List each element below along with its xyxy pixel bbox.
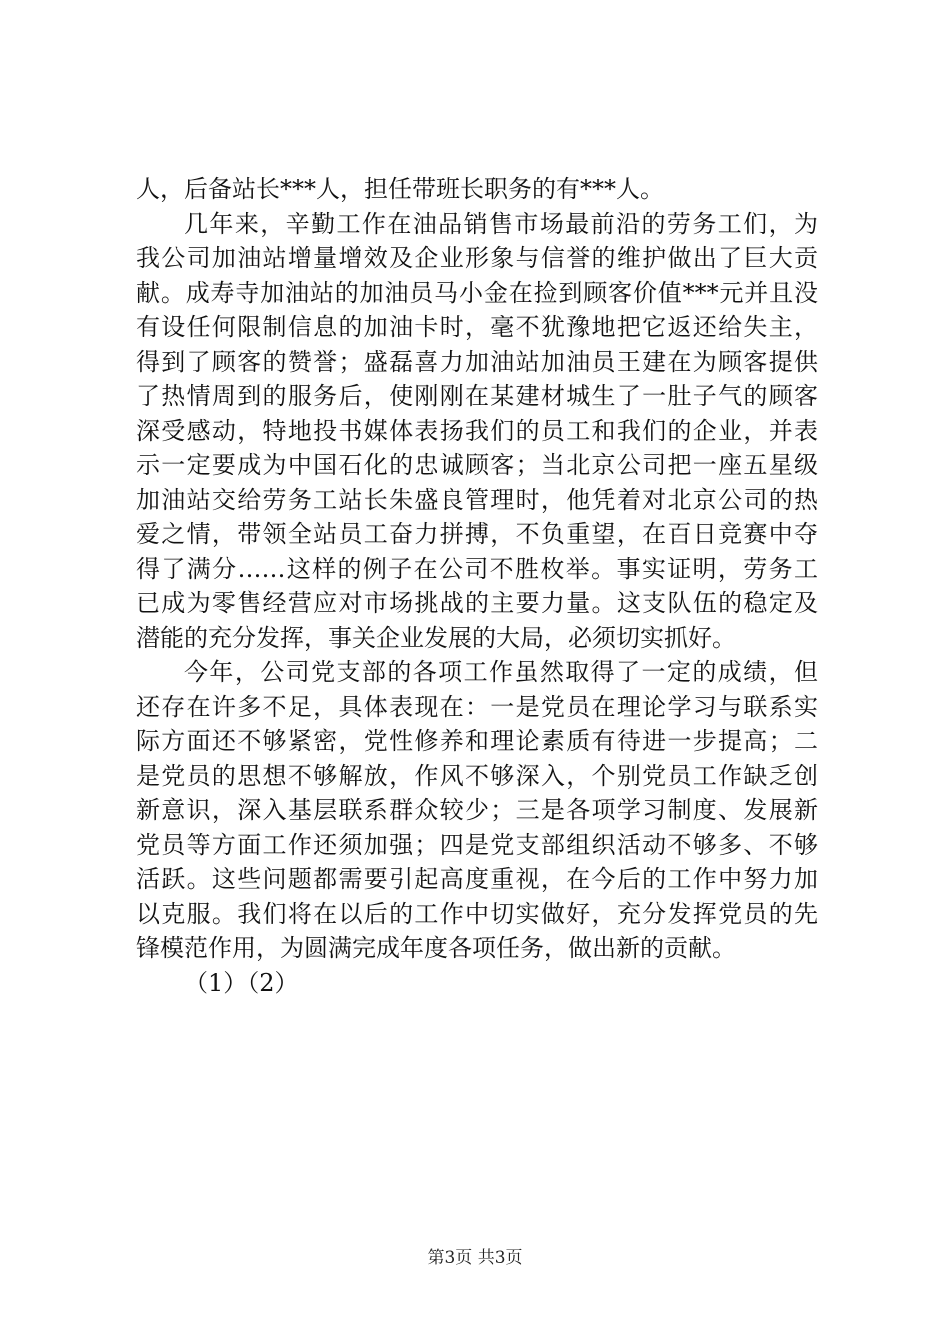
text-line: 我公司加油站增量增效及企业形象与信誉的维护做出了巨大贡 bbox=[136, 244, 818, 272]
text-line: 活跃。这些问题都需要引起高度重视，在今后的工作中努力加 bbox=[136, 865, 818, 893]
text-line: 了热情周到的服务后，使刚刚在某建材城生了一肚子气的顾客 bbox=[136, 382, 818, 410]
text-line: 有设任何限制信息的加油卡时，毫不犹豫地把它返还给失主， bbox=[136, 313, 818, 341]
text-line: 新意识，深入基层联系群众较少；三是各项学习制度、发展新 bbox=[136, 796, 818, 824]
text-line: 锋模范作用，为圆满完成年度各项任务，做出新的贡献。 bbox=[136, 934, 736, 962]
page-number-footer: 第3页 共3页 bbox=[427, 1248, 523, 1268]
document-body bbox=[136, 172, 818, 1000]
text-line: 潜能的充分发挥，事关企业发展的大局，必须切实抓好。 bbox=[136, 623, 736, 652]
text-line: 以克服。我们将在以后的工作中切实做好，充分发挥党员的先 bbox=[136, 899, 818, 928]
text-line: 示一定要成为中国石化的忠诚顾客；当北京公司把一座五星级 bbox=[136, 451, 818, 479]
text-line: 献。成寿寺加油站的加油员马小金在捡到顾客价值***元并且没 bbox=[136, 278, 818, 307]
paragraph-start-line: 几年来，辛勤工作在油品销售市场最前沿的劳务工们，为 bbox=[184, 209, 818, 238]
text-line: 党员等方面工作还须加强；四是党支部组织活动不够多、不够 bbox=[136, 830, 818, 859]
list-markers-line: （1）（2） bbox=[184, 968, 299, 997]
text-line: 深受感动，特地投书媒体表扬我们的员工和我们的企业，并表 bbox=[136, 416, 818, 445]
text-line: 得到了顾客的赞誉；盛磊喜力加油站加油员王建在为顾客提供 bbox=[136, 347, 818, 376]
text-line: 是党员的思想不够解放，作风不够深入，个别党员工作缺乏创 bbox=[136, 761, 818, 790]
text-line: 爱之情，带领全站员工奋力拼搏，不负重望，在百日竞赛中夺 bbox=[136, 520, 818, 548]
text-line: 已成为零售经营应对市场挑战的主要力量。这支队伍的稳定及 bbox=[136, 589, 818, 617]
text-line: 人，后备站长***人，担任带班长职务的有***人。 bbox=[136, 175, 664, 203]
text-line: 得了满分……这样的例子在公司不胜枚举。事实证明，劳务工 bbox=[136, 554, 818, 583]
text-line: 际方面还不够紧密，党性修养和理论素质有待进一步提高；二 bbox=[136, 727, 818, 755]
text-line: 加油站交给劳务工站长朱盛良管理时，他凭着对北京公司的热 bbox=[136, 485, 818, 514]
text-line: 还存在许多不足，具体表现在：一是党员在理论学习与联系实 bbox=[136, 692, 818, 721]
paragraph-start-line: 今年，公司党支部的各项工作虽然取得了一定的成绩，但 bbox=[184, 658, 818, 686]
